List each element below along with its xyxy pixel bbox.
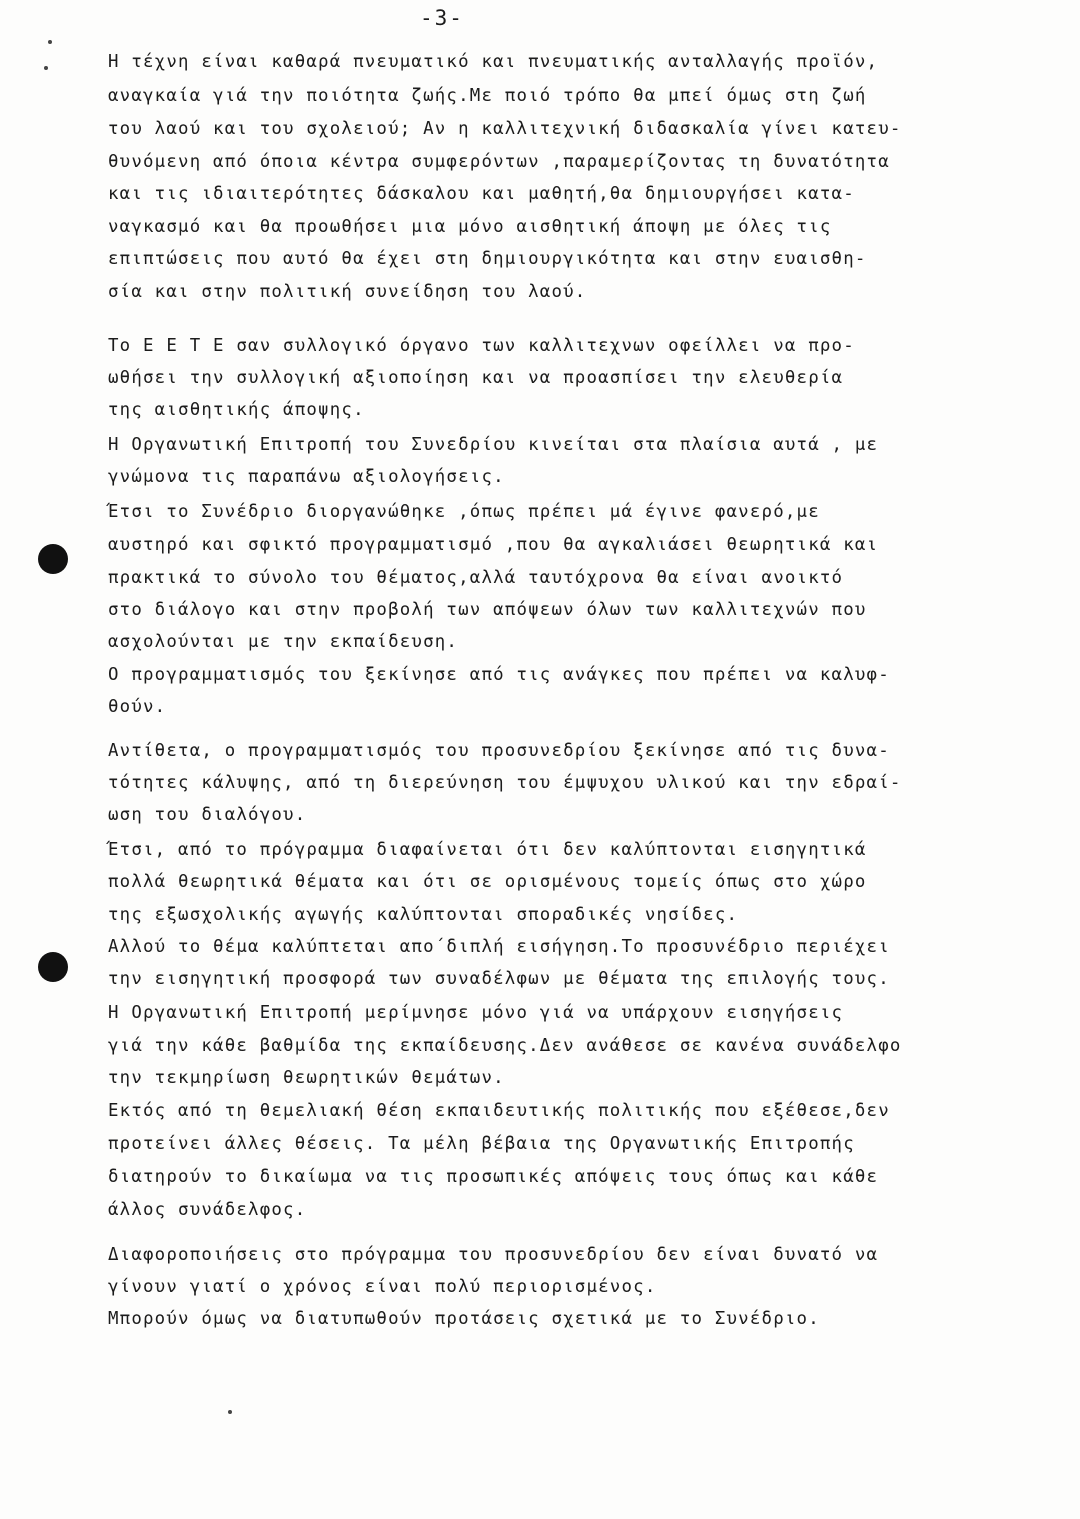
text-line: γιά την κάθε βαθμίδα της εκπαίδευσης.Δεν ανάθεσε σε κανένα συνάδελφο xyxy=(108,1036,902,1056)
text-line: αυστηρό και σφικτό προγραμματισμό ,που θα αγκαλιάσει θεωρητικά και xyxy=(108,535,879,555)
text-line: θούν. xyxy=(108,697,167,717)
text-line: Αλλού το θέμα καλύπτεται απο΄διπλή εισήγηση.Το προσυνέδριο περιέχει xyxy=(108,937,890,957)
text-line: πολλά θεωρητικά θέματα και ότι σε ορισμένους τομείς όπως στο χώρο xyxy=(108,872,867,892)
text-line: θυνόμενη από όποια κέντρα συμφερόντων ,παραμερίζοντας τη δυνατότητα xyxy=(108,152,890,172)
text-line: επιπτώσεις που αυτό θα έχει στη δημιουργικότητα και στην ευαισθη- xyxy=(108,249,867,269)
text-line: ναγκασμό και θα προωθήσει μια μόνο αισθητική άποψη με όλες τις xyxy=(108,217,832,237)
scan-speck xyxy=(44,66,48,70)
text-line: Η Οργανωτική Επιτροπή μερίμνησε μόνο γιά να υπάρχουν εισηγήσεις xyxy=(108,1003,844,1023)
text-line: διατηρούν το δικαίωμα να τις προσωπικές απόψεις τους όπως και κάθε xyxy=(108,1167,879,1187)
text-line: της αισθητικής άποψης. xyxy=(108,400,365,420)
text-line: Η τέχνη είναι καθαρά πνευματικό και πνευματικής ανταλλαγής προϊόν, xyxy=(108,52,879,72)
text-line: την τεκμηρίωση θεωρητικών θεμάτων. xyxy=(108,1068,505,1088)
text-line: του λαού και του σχολειού; Αν η καλλιτεχνική διδασκαλία γίνει κατευ- xyxy=(108,119,902,139)
text-line: Το Ε Ε Τ Ε σαν συλλογικό όργανο των καλλιτεχνων οφείλλει να προ- xyxy=(108,336,855,356)
text-line: σία και στην πολιτική συνείδηση του λαού. xyxy=(108,282,587,302)
punch-hole-bottom xyxy=(38,952,68,982)
text-line: Εκτός από τη θεμελιακή θέση εκπαιδευτικής πολιτικής που εξέθεσε,δεν xyxy=(108,1101,890,1121)
text-line: γίνουν γιατί ο χρόνος είναι πολύ περιορισμένος. xyxy=(108,1277,657,1297)
text-line: τότητες κάλυψης, από τη διερεύνηση του έμψυχου υλικού και την εδραί- xyxy=(108,773,902,793)
text-line: Έτσι το Συνέδριο διοργανώθηκε ,όπως πρέπει μά έγινε φανερό,με xyxy=(108,502,820,522)
text-line: Η Οργανωτική Επιτροπή του Συνεδρίου κινείται στα πλαίσια αυτά , με xyxy=(108,435,879,455)
text-line: πρακτικά το σύνολο του θέματος,αλλά ταυτόχρονα θα είναι ανοικτό xyxy=(108,568,844,588)
scan-speck xyxy=(228,1410,232,1414)
text-line: ωθήσει την συλλογική αξιοποίηση και να προασπίσει την ελευθερία xyxy=(108,368,844,388)
text-line: Μπορούν όμως να διατυπωθούν προτάσεις σχετικά με το Συνέδριο. xyxy=(108,1309,820,1329)
page-number: -3- xyxy=(420,6,464,30)
text-line: ασχολούνται με την εκπαίδευση. xyxy=(108,632,459,652)
text-line: αναγκαία γιά την ποιότητα ζωής.Με ποιό τρόπο θα μπεί όμως στη ζωή xyxy=(108,86,867,106)
text-line: γνώμονα τις παραπάνω αξιολογήσεις. xyxy=(108,467,505,487)
punch-hole-top xyxy=(38,544,68,574)
text-line: άλλος συνάδελφος. xyxy=(108,1200,307,1220)
text-line: Αντίθετα, ο προγραμματισμός του προσυνεδρίου ξεκίνησε από τις δυνα- xyxy=(108,741,890,761)
text-line: της εξωσχολικής αγωγής καλύπτονται σποραδικές νησίδες. xyxy=(108,905,739,925)
text-line: Ο προγραμματισμός του ξεκίνησε από τις ανάγκες που πρέπει να καλυφ- xyxy=(108,665,890,685)
text-line: Διαφοροποιήσεις στο πρόγραμμα του προσυνεδρίου δεν είναι δυνατό να xyxy=(108,1245,879,1265)
scan-speck xyxy=(48,40,52,44)
text-line: ωση του διαλόγου. xyxy=(108,805,307,825)
text-line: προτείνει άλλες θέσεις. Τα μέλη βέβαια της Οργανωτικής Επιτροπής xyxy=(108,1134,855,1154)
text-line: στο διάλογο και στην προβολή των απόψεων όλων των καλλιτεχνών που xyxy=(108,600,867,620)
text-line: Έτσι, από το πρόγραμμα διαφαίνεται ότι δεν καλύπτονται εισηγητικά xyxy=(108,840,867,860)
text-line: την εισηγητική προσφορά των συναδέλφων με θέματα της επιλογής τους. xyxy=(108,969,890,989)
text-line: και τις ιδιαιτερότητες δάσκαλου και μαθητή,θα δημιουργήσει κατα- xyxy=(108,184,855,204)
